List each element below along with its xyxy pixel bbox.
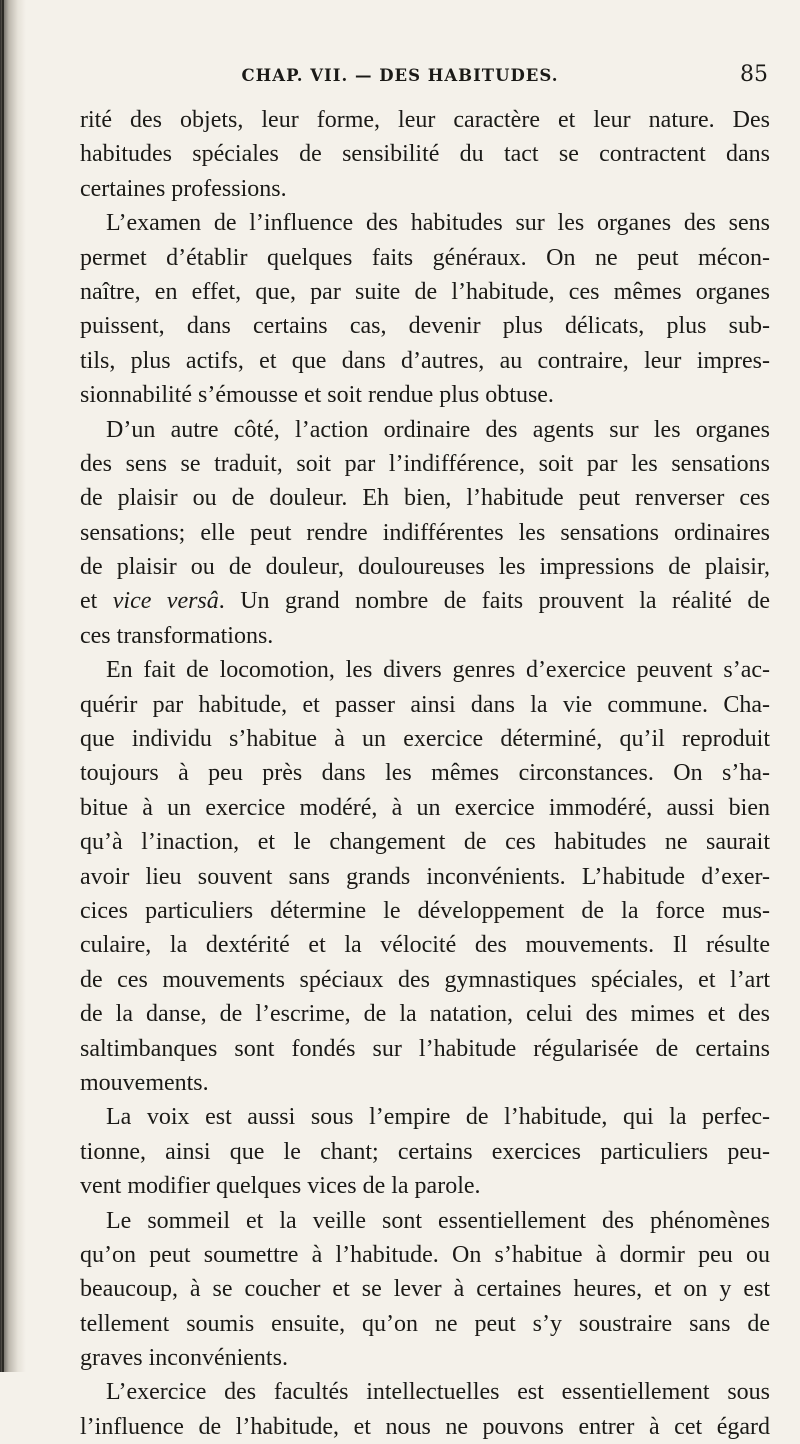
text-line: tils, plus actifs, et que dans d’autres, au contraire, leur impres-: [80, 347, 770, 374]
spine-line: [2, 0, 4, 1372]
text-line: L’examen de l’influence des habitudes sur les organes des sens: [106, 210, 770, 237]
text-line: quérir par habitude, et passer ainsi dans la vie commune. Cha-: [80, 691, 770, 718]
text-line: tellement soumis ensuite, qu’on ne peut s’y soustraire sans de: [80, 1310, 770, 1337]
text-line: rité des objets, leur forme, leur caractère et leur nature. Des: [80, 107, 770, 133]
text-line: beaucoup, à se coucher et se lever à certaines heures, et on y est: [80, 1276, 770, 1303]
text-line: qu’à l’inaction, et le changement de ces habitudes ne saurait: [80, 829, 770, 856]
text-line: ces transformations.: [80, 622, 274, 649]
text-line: cices particuliers détermine le développement de la force mus-: [80, 897, 770, 924]
text-line: bitue à un exercice modéré, à un exercice immodéré, aussi bien: [80, 794, 770, 821]
text-line: qu’on peut soumettre à l’habitude. On s’habitue à dormir peu ou: [80, 1241, 770, 1268]
text-line: sensations; elle peut rendre indifférentes les sensations ordinaires: [80, 519, 770, 546]
text-line: de plaisir ou de douleur. Eh bien, l’habitude peut renverser ces: [80, 485, 770, 512]
text-line: sionnabilité s’émousse et soit rendue plus obtuse.: [80, 382, 554, 409]
body-text: [80, 103, 770, 1444]
text-line: naître, en effet, que, par suite de l’habitude, ces mêmes organes: [80, 278, 770, 305]
text-line: et vice versâ. Un grand nombre de faits prouvent la réalité de: [80, 588, 771, 615]
text-line: que individu s’habitue à un exercice déterminé, qu’il reproduit: [80, 726, 770, 753]
text-line: avoir lieu souvent sans grands inconvénients. L’habitude d’exer-: [80, 863, 770, 890]
running-head: [0, 62, 800, 96]
text-line: puissent, dans certains cas, devenir plus délicats, plus sub-: [80, 313, 770, 340]
text-line: saltimbanques sont fondés sur l’habitude régularisée de certains: [80, 1035, 770, 1062]
text-line: culaire, la dextérité et la vélocité des mouvements. Il résulte: [80, 932, 770, 959]
text-line: habitudes spéciales de sensibilité du tact se contractent dans: [80, 141, 770, 168]
text-line: Le sommeil et la veille sont essentiellement des phénomènes: [106, 1207, 770, 1234]
text-line: D’un autre côté, l’action ordinaire des agents sur les organes: [106, 416, 770, 443]
page-number: 85: [740, 62, 768, 87]
italic-phrase: vice versâ: [112, 588, 219, 615]
running-head-title: CHAP. VII. — DES HABITUDES.: [241, 66, 559, 85]
text-line: des sens se traduit, soit par l’indifférence, soit par les sensations: [80, 450, 770, 477]
text-line: certaines professions.: [80, 175, 287, 202]
text-line: mouvements.: [80, 1069, 209, 1096]
text-line: de ces mouvements spéciaux des gymnastiques spéciales, et l’art: [80, 966, 770, 993]
text-line: l’influence de l’habitude, et nous ne pouvons entrer à cet égard: [80, 1413, 770, 1440]
text-line: En fait de locomotion, les divers genres d’exercice peuvent s’ac-: [106, 657, 770, 684]
text-line: toujours à peu près dans les mêmes circonstances. On s’ha-: [80, 760, 770, 787]
text-line: de la danse, de l’escrime, de la natation, celui des mimes et des: [80, 1001, 770, 1028]
text-line: tionne, ainsi que le chant; certains exercices particuliers peu-: [80, 1138, 770, 1165]
text-line: graves inconvénients.: [80, 1345, 288, 1372]
text-line: de plaisir ou de douleur, douloureuses les impressions de plaisir,: [80, 554, 770, 581]
text-line: L’exercice des facultés intellectuelles est essentiellement sous: [106, 1379, 770, 1406]
text-line: vent modifier quelques vices de la parole.: [80, 1173, 481, 1200]
text-line: La voix est aussi sous l’empire de l’habitude, qui la perfec-: [106, 1104, 770, 1131]
text-line: permet d’établir quelques faits généraux. On ne peut mécon-: [80, 244, 770, 271]
